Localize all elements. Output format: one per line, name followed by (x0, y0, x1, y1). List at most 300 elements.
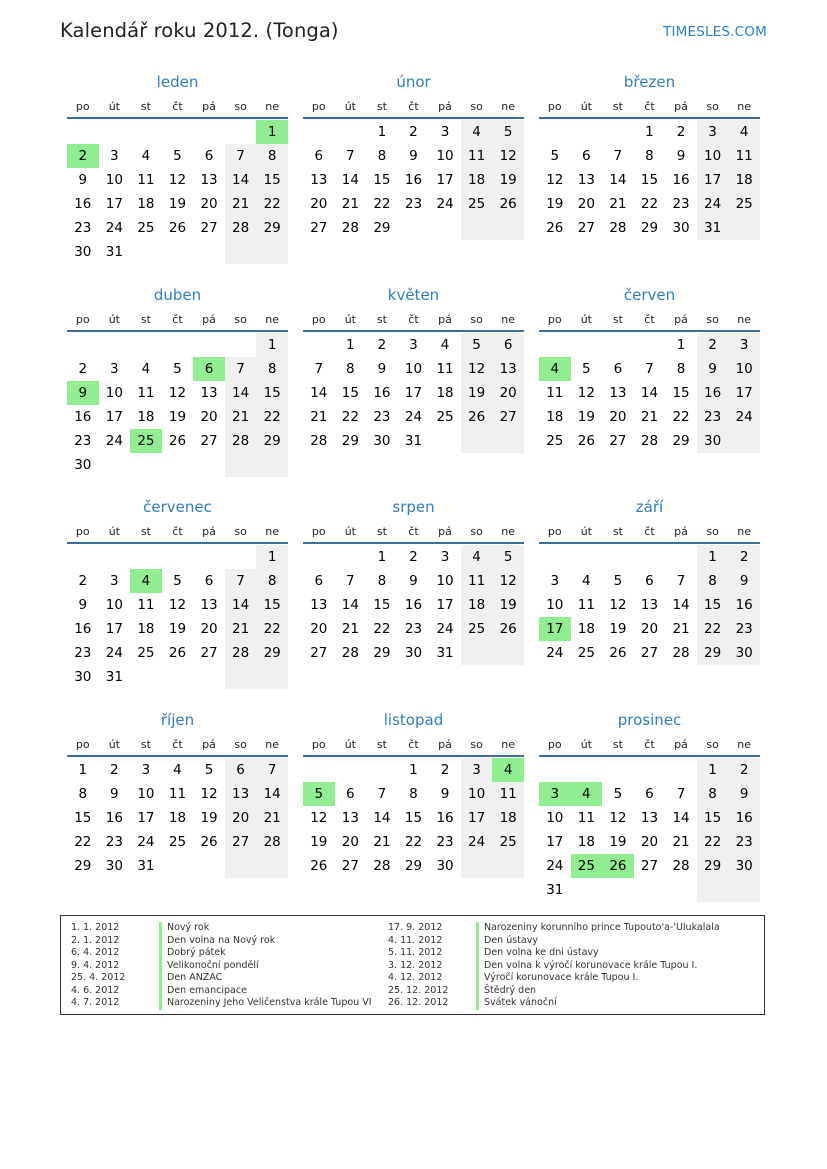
day-cell[interactable]: 31 (137, 858, 155, 874)
day-cell[interactable]: 8 (256, 144, 288, 168)
day-cell[interactable]: 27 (609, 433, 627, 449)
day-cell[interactable]: 1 (697, 758, 729, 782)
day-cell[interactable]: 3 (409, 337, 418, 353)
day-cell[interactable]: 4 (141, 148, 151, 164)
day-cell[interactable]: 27 (640, 645, 659, 661)
day-cell[interactable]: 28 (609, 220, 627, 236)
day-cell[interactable]: 10 (461, 782, 493, 806)
day-cell[interactable]: 14 (225, 168, 257, 192)
day-cell[interactable]: 10 (404, 361, 423, 377)
day-cell[interactable]: 31 (436, 645, 454, 661)
day-cell[interactable]: 7 (225, 357, 257, 381)
day-cell[interactable]: 9 (377, 361, 387, 377)
day-cell[interactable]: 23 (672, 196, 690, 212)
day-cell[interactable]: 16 (728, 806, 760, 830)
day-cell[interactable]: 17 (404, 385, 423, 401)
day-cell[interactable]: 15 (341, 385, 359, 401)
day-cell[interactable]: 27 (310, 645, 328, 661)
day-cell[interactable]: 18 (728, 168, 760, 192)
day-cell[interactable]: 29 (640, 220, 659, 236)
day-cell[interactable]: 14 (341, 172, 359, 188)
day-cell[interactable]: 15 (697, 593, 729, 617)
day-cell[interactable]: 1 (256, 545, 288, 569)
day-cell[interactable]: 19 (577, 409, 595, 425)
day-cell[interactable]: 28 (373, 858, 391, 874)
day-cell[interactable]: 5 (613, 786, 623, 802)
day-cell[interactable]: 23 (728, 830, 760, 854)
day-cell[interactable]: 19 (168, 196, 187, 212)
day-cell[interactable]: 21 (225, 192, 257, 216)
day-cell[interactable]: 4 (492, 758, 524, 782)
day-cell[interactable]: 26 (168, 220, 187, 236)
day-cell[interactable]: 4 (141, 361, 151, 377)
day-cell[interactable]: 13 (492, 357, 524, 381)
day-cell[interactable]: 30 (74, 244, 92, 260)
day-cell[interactable]: 6 (225, 758, 257, 782)
day-cell[interactable]: 22 (373, 621, 391, 637)
day-cell[interactable]: 14 (640, 385, 659, 401)
day-cell[interactable]: 19 (492, 593, 524, 617)
day-cell[interactable]: 8 (697, 782, 729, 806)
day-cell[interactable]: 20 (310, 621, 328, 637)
day-cell[interactable]: 20 (577, 196, 595, 212)
day-cell[interactable]: 5 (173, 573, 182, 589)
day-cell[interactable]: 17 (697, 168, 729, 192)
day-cell[interactable]: 9 (67, 381, 99, 405)
day-cell[interactable]: 11 (546, 385, 564, 401)
day-cell[interactable]: 1 (645, 124, 654, 140)
day-cell[interactable]: 9 (409, 573, 418, 589)
day-cell[interactable]: 15 (640, 172, 659, 188)
day-cell[interactable]: 18 (461, 593, 493, 617)
day-cell[interactable]: 3 (728, 333, 760, 357)
day-cell[interactable]: 24 (137, 834, 155, 850)
day-cell[interactable]: 6 (193, 357, 225, 381)
day-cell[interactable]: 19 (310, 834, 328, 850)
day-cell[interactable]: 22 (256, 405, 288, 429)
day-cell[interactable]: 31 (546, 882, 564, 898)
day-cell[interactable]: 12 (200, 786, 218, 802)
day-cell[interactable]: 8 (697, 569, 729, 593)
day-cell[interactable]: 30 (74, 457, 92, 473)
day-cell[interactable]: 21 (672, 621, 690, 637)
day-cell[interactable]: 10 (546, 597, 564, 613)
day-cell[interactable]: 29 (697, 641, 729, 665)
day-cell[interactable]: 2 (728, 545, 760, 569)
day-cell[interactable]: 23 (74, 220, 92, 236)
day-cell[interactable]: 15 (256, 593, 288, 617)
day-cell[interactable]: 24 (436, 621, 454, 637)
day-cell[interactable]: 15 (256, 168, 288, 192)
day-cell[interactable]: 21 (225, 405, 257, 429)
day-cell[interactable]: 12 (492, 569, 524, 593)
day-cell[interactable]: 6 (645, 573, 654, 589)
day-cell[interactable]: 7 (676, 573, 686, 589)
day-cell[interactable]: 29 (672, 433, 690, 449)
day-cell[interactable]: 10 (105, 172, 123, 188)
day-cell[interactable]: 12 (168, 597, 187, 613)
day-cell[interactable]: 5 (303, 782, 335, 806)
day-cell[interactable]: 11 (137, 385, 155, 401)
day-cell[interactable]: 5 (492, 545, 524, 569)
day-cell[interactable]: 7 (314, 361, 324, 377)
day-cell[interactable]: 31 (404, 433, 423, 449)
day-cell[interactable]: 6 (346, 786, 355, 802)
day-cell[interactable]: 29 (373, 220, 391, 236)
day-cell[interactable]: 21 (373, 834, 391, 850)
day-cell[interactable]: 25 (577, 645, 595, 661)
day-cell[interactable]: 2 (676, 124, 686, 140)
day-cell[interactable]: 2 (440, 762, 450, 778)
day-cell[interactable]: 28 (225, 429, 257, 453)
day-cell[interactable]: 18 (577, 834, 595, 850)
day-cell[interactable]: 5 (173, 148, 182, 164)
day-cell[interactable]: 10 (728, 357, 760, 381)
day-cell[interactable]: 25 (168, 834, 187, 850)
day-cell[interactable]: 24 (728, 405, 760, 429)
day-cell[interactable]: 30 (436, 858, 454, 874)
day-cell[interactable]: 22 (640, 196, 659, 212)
day-cell[interactable]: 18 (546, 409, 564, 425)
day-cell[interactable]: 12 (168, 172, 187, 188)
day-cell[interactable]: 17 (546, 834, 564, 850)
day-cell[interactable]: 2 (377, 337, 387, 353)
day-cell[interactable]: 14 (672, 810, 690, 826)
day-cell[interactable]: 24 (105, 220, 123, 236)
day-cell[interactable]: 15 (256, 381, 288, 405)
day-cell[interactable]: 19 (609, 834, 627, 850)
day-cell[interactable]: 12 (546, 172, 564, 188)
day-cell[interactable]: 1 (256, 333, 288, 357)
day-cell[interactable]: 30 (373, 433, 391, 449)
day-cell[interactable]: 23 (105, 834, 123, 850)
day-cell[interactable]: 1 (697, 545, 729, 569)
day-cell[interactable]: 20 (200, 621, 218, 637)
day-cell[interactable]: 15 (74, 810, 92, 826)
day-cell[interactable]: 14 (672, 597, 690, 613)
day-cell[interactable]: 16 (728, 593, 760, 617)
day-cell[interactable]: 28 (341, 220, 359, 236)
day-cell[interactable]: 4 (173, 762, 182, 778)
day-cell[interactable]: 26 (200, 834, 218, 850)
day-cell[interactable]: 11 (577, 597, 595, 613)
day-cell[interactable]: 23 (404, 196, 423, 212)
day-cell[interactable]: 13 (640, 810, 659, 826)
day-cell[interactable]: 4 (461, 120, 493, 144)
day-cell[interactable]: 3 (110, 573, 119, 589)
day-cell[interactable]: 2 (409, 549, 418, 565)
day-cell[interactable]: 26 (577, 433, 595, 449)
day-cell[interactable]: 28 (225, 641, 257, 665)
day-cell[interactable]: 27 (577, 220, 595, 236)
day-cell[interactable]: 17 (105, 621, 123, 637)
day-cell[interactable]: 9 (728, 782, 760, 806)
day-cell[interactable]: 20 (640, 834, 659, 850)
day-cell[interactable]: 4 (571, 782, 603, 806)
day-cell[interactable]: 23 (74, 645, 92, 661)
day-cell[interactable]: 6 (204, 148, 214, 164)
day-cell[interactable]: 27 (310, 220, 328, 236)
day-cell[interactable]: 5 (582, 361, 591, 377)
day-cell[interactable]: 27 (200, 645, 218, 661)
day-cell[interactable]: 12 (168, 385, 187, 401)
day-cell[interactable]: 19 (492, 168, 524, 192)
day-cell[interactable]: 7 (613, 148, 623, 164)
day-cell[interactable]: 9 (440, 786, 450, 802)
day-cell[interactable]: 24 (546, 858, 564, 874)
day-cell[interactable]: 29 (697, 854, 729, 878)
day-cell[interactable]: 25 (436, 409, 454, 425)
day-cell[interactable]: 16 (697, 381, 729, 405)
day-cell[interactable]: 17 (105, 196, 123, 212)
day-cell[interactable]: 16 (436, 810, 454, 826)
day-cell[interactable]: 9 (676, 148, 686, 164)
day-cell[interactable]: 13 (225, 782, 257, 806)
day-cell[interactable]: 18 (168, 810, 187, 826)
day-cell[interactable]: 13 (609, 385, 627, 401)
day-cell[interactable]: 27 (225, 830, 257, 854)
day-cell[interactable]: 20 (200, 409, 218, 425)
day-cell[interactable]: 11 (461, 569, 493, 593)
day-cell[interactable]: 11 (492, 782, 524, 806)
day-cell[interactable]: 4 (130, 569, 162, 593)
day-cell[interactable]: 13 (640, 597, 659, 613)
day-cell[interactable]: 30 (404, 645, 423, 661)
day-cell[interactable]: 20 (200, 196, 218, 212)
day-cell[interactable]: 16 (672, 172, 690, 188)
day-cell[interactable]: 16 (404, 172, 423, 188)
day-cell[interactable]: 18 (137, 196, 155, 212)
day-cell[interactable]: 19 (461, 381, 493, 405)
day-cell[interactable]: 13 (200, 385, 218, 401)
day-cell[interactable]: 28 (225, 216, 257, 240)
day-cell[interactable]: 15 (373, 597, 391, 613)
day-cell[interactable]: 19 (609, 621, 627, 637)
day-cell[interactable]: 10 (546, 810, 564, 826)
day-cell[interactable]: 25 (571, 854, 603, 878)
day-cell[interactable]: 28 (310, 433, 328, 449)
day-cell[interactable]: 21 (672, 834, 690, 850)
day-cell[interactable]: 18 (461, 168, 493, 192)
day-cell[interactable]: 17 (461, 806, 493, 830)
day-cell[interactable]: 12 (577, 385, 595, 401)
day-cell[interactable]: 23 (436, 834, 454, 850)
day-cell[interactable]: 6 (582, 148, 591, 164)
day-cell[interactable]: 21 (609, 196, 627, 212)
day-cell[interactable]: 9 (697, 357, 729, 381)
day-cell[interactable]: 6 (645, 786, 654, 802)
day-cell[interactable]: 25 (461, 192, 493, 216)
day-cell[interactable]: 7 (346, 148, 355, 164)
day-cell[interactable]: 27 (200, 220, 218, 236)
day-cell[interactable]: 14 (373, 810, 391, 826)
day-cell[interactable]: 26 (492, 617, 524, 641)
day-cell[interactable]: 6 (492, 333, 524, 357)
day-cell[interactable]: 29 (256, 641, 288, 665)
day-cell[interactable]: 26 (609, 645, 627, 661)
day-cell[interactable]: 3 (110, 361, 119, 377)
day-cell[interactable]: 9 (409, 148, 418, 164)
day-cell[interactable]: 8 (645, 148, 654, 164)
day-cell[interactable]: 22 (404, 834, 423, 850)
day-cell[interactable]: 3 (110, 148, 119, 164)
day-cell[interactable]: 6 (314, 573, 324, 589)
day-cell[interactable]: 26 (168, 433, 187, 449)
day-cell[interactable]: 8 (409, 786, 418, 802)
day-cell[interactable]: 24 (105, 433, 123, 449)
day-cell[interactable]: 14 (609, 172, 627, 188)
day-cell[interactable]: 25 (546, 433, 564, 449)
day-cell[interactable]: 9 (110, 786, 119, 802)
day-cell[interactable]: 21 (341, 196, 359, 212)
day-cell[interactable]: 11 (728, 144, 760, 168)
day-cell[interactable]: 1 (377, 549, 387, 565)
day-cell[interactable]: 2 (78, 361, 88, 377)
day-cell[interactable]: 23 (728, 617, 760, 641)
day-cell[interactable]: 24 (697, 192, 729, 216)
day-cell[interactable]: 22 (256, 617, 288, 641)
day-cell[interactable]: 6 (204, 573, 214, 589)
day-cell[interactable]: 25 (461, 617, 493, 641)
day-cell[interactable]: 13 (577, 172, 595, 188)
day-cell[interactable]: 7 (225, 144, 257, 168)
day-cell[interactable]: 1 (78, 762, 88, 778)
day-cell[interactable]: 8 (256, 569, 288, 593)
day-cell[interactable]: 7 (225, 569, 257, 593)
day-cell[interactable]: 1 (409, 762, 418, 778)
day-cell[interactable]: 8 (256, 357, 288, 381)
day-cell[interactable]: 11 (137, 597, 155, 613)
day-cell[interactable]: 2 (409, 124, 418, 140)
day-cell[interactable]: 10 (436, 148, 454, 164)
day-cell[interactable]: 24 (404, 409, 423, 425)
day-cell[interactable]: 22 (373, 196, 391, 212)
day-cell[interactable]: 20 (341, 834, 359, 850)
day-cell[interactable]: 25 (492, 830, 524, 854)
day-cell[interactable]: 30 (728, 854, 760, 878)
day-cell[interactable]: 1 (256, 120, 288, 144)
day-cell[interactable]: 31 (105, 244, 123, 260)
day-cell[interactable]: 14 (256, 782, 288, 806)
day-cell[interactable]: 26 (492, 192, 524, 216)
day-cell[interactable]: 28 (672, 645, 690, 661)
day-cell[interactable]: 24 (461, 830, 493, 854)
day-cell[interactable]: 25 (130, 429, 162, 453)
day-cell[interactable]: 28 (640, 433, 659, 449)
day-cell[interactable]: 19 (168, 409, 187, 425)
day-cell[interactable]: 27 (640, 858, 659, 874)
day-cell[interactable]: 16 (105, 810, 123, 826)
day-cell[interactable]: 24 (436, 196, 454, 212)
day-cell[interactable]: 15 (697, 806, 729, 830)
day-cell[interactable]: 11 (461, 144, 493, 168)
day-cell[interactable]: 16 (404, 597, 423, 613)
day-cell[interactable]: 24 (105, 645, 123, 661)
day-cell[interactable]: 2 (728, 758, 760, 782)
day-cell[interactable]: 14 (225, 593, 257, 617)
day-cell[interactable]: 9 (728, 569, 760, 593)
day-cell[interactable]: 29 (256, 429, 288, 453)
day-cell[interactable]: 20 (609, 409, 627, 425)
day-cell[interactable]: 20 (225, 806, 257, 830)
day-cell[interactable]: 10 (436, 573, 454, 589)
day-cell[interactable]: 30 (74, 669, 92, 685)
day-cell[interactable]: 4 (440, 337, 450, 353)
day-cell[interactable]: 22 (697, 830, 729, 854)
day-cell[interactable]: 3 (440, 124, 450, 140)
day-cell[interactable]: 24 (546, 645, 564, 661)
day-cell[interactable]: 26 (546, 220, 564, 236)
day-cell[interactable]: 13 (200, 172, 218, 188)
day-cell[interactable]: 12 (492, 144, 524, 168)
day-cell[interactable]: 3 (539, 782, 571, 806)
day-cell[interactable]: 8 (676, 361, 686, 377)
day-cell[interactable]: 16 (74, 409, 92, 425)
day-cell[interactable]: 7 (645, 361, 654, 377)
day-cell[interactable]: 3 (697, 120, 729, 144)
day-cell[interactable]: 21 (256, 806, 288, 830)
day-cell[interactable]: 12 (461, 357, 493, 381)
day-cell[interactable]: 30 (672, 220, 690, 236)
day-cell[interactable]: 17 (539, 617, 571, 641)
day-cell[interactable]: 27 (492, 405, 524, 429)
day-cell[interactable]: 4 (539, 357, 571, 381)
day-cell[interactable]: 1 (377, 124, 387, 140)
day-cell[interactable]: 19 (200, 810, 218, 826)
day-cell[interactable]: 13 (200, 597, 218, 613)
day-cell[interactable]: 29 (373, 645, 391, 661)
day-cell[interactable]: 20 (310, 196, 328, 212)
day-cell[interactable]: 13 (310, 597, 328, 613)
day-cell[interactable]: 26 (310, 858, 328, 874)
day-cell[interactable]: 13 (310, 172, 328, 188)
day-cell[interactable]: 17 (436, 172, 454, 188)
day-cell[interactable]: 11 (577, 810, 595, 826)
day-cell[interactable]: 5 (550, 148, 560, 164)
day-cell[interactable]: 26 (602, 854, 634, 878)
day-cell[interactable]: 17 (105, 409, 123, 425)
day-cell[interactable]: 8 (78, 786, 88, 802)
day-cell[interactable]: 11 (168, 786, 187, 802)
day-cell[interactable]: 10 (105, 597, 123, 613)
day-cell[interactable]: 2 (78, 573, 88, 589)
day-cell[interactable]: 22 (256, 192, 288, 216)
day-cell[interactable]: 4 (728, 120, 760, 144)
day-cell[interactable]: 4 (582, 573, 591, 589)
day-cell[interactable]: 2 (110, 762, 119, 778)
day-cell[interactable]: 28 (341, 645, 359, 661)
day-cell[interactable]: 31 (105, 669, 123, 685)
day-cell[interactable]: 5 (173, 361, 182, 377)
day-cell[interactable]: 7 (377, 786, 387, 802)
day-cell[interactable]: 5 (613, 573, 623, 589)
day-cell[interactable]: 11 (436, 361, 454, 377)
day-cell[interactable]: 25 (137, 645, 155, 661)
day-cell[interactable]: 27 (200, 433, 218, 449)
day-cell[interactable]: 21 (341, 621, 359, 637)
day-cell[interactable]: 25 (728, 192, 760, 216)
day-cell[interactable]: 18 (577, 621, 595, 637)
day-cell[interactable]: 28 (256, 830, 288, 854)
day-cell[interactable]: 9 (78, 172, 88, 188)
day-cell[interactable]: 10 (105, 385, 123, 401)
day-cell[interactable]: 28 (672, 858, 690, 874)
day-cell[interactable]: 29 (74, 858, 92, 874)
day-cell[interactable]: 15 (404, 810, 423, 826)
day-cell[interactable]: 19 (546, 196, 564, 212)
day-cell[interactable]: 8 (346, 361, 355, 377)
day-cell[interactable]: 10 (697, 144, 729, 168)
